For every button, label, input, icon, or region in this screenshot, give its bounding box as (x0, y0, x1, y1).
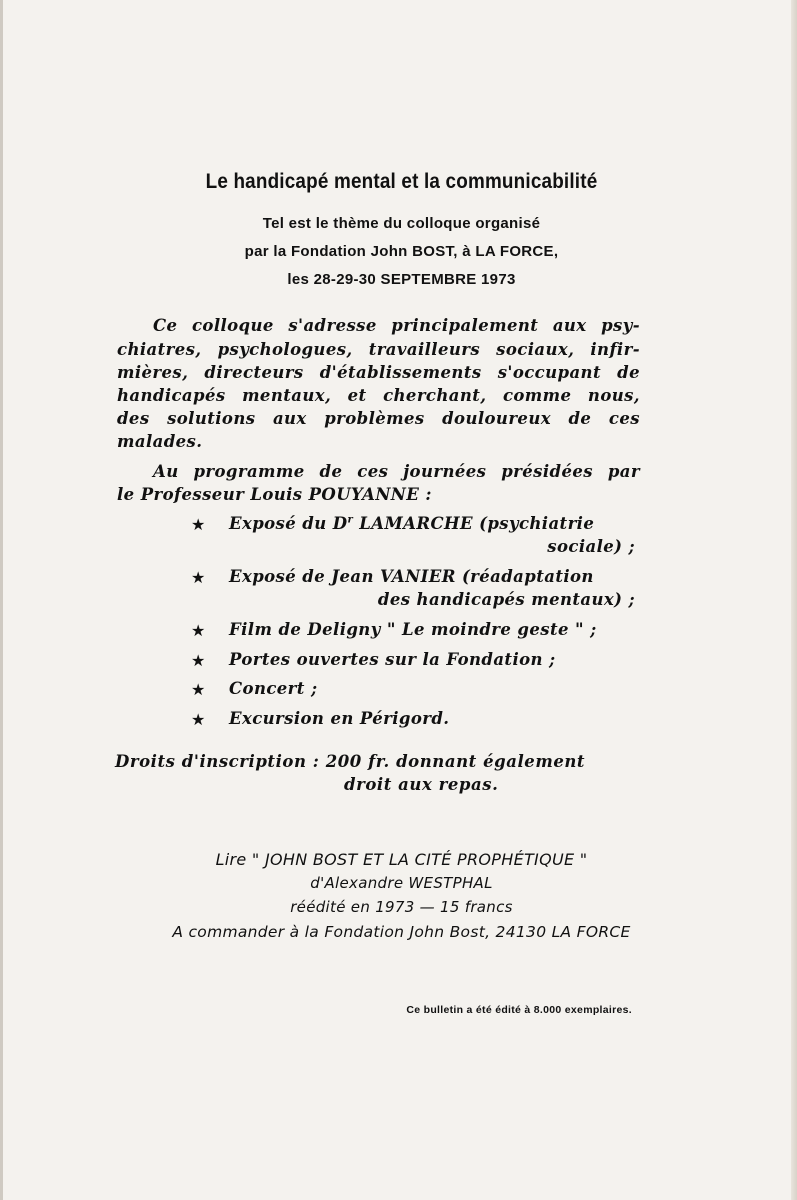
word: Au (153, 462, 179, 481)
program-item-3: Film de Deligny " Le moindre geste " ; (229, 620, 597, 639)
word: chiatres, (117, 340, 202, 359)
word: handicapés (117, 386, 226, 405)
subtitle-line-1: Tel est le thème du colloque organisé (262, 215, 541, 232)
book-line-2: d'Alexandre WESTPHAL (310, 874, 493, 892)
program-item-1 (229, 514, 594, 533)
item-text: LAMARCHE (psychiatrie (353, 514, 595, 533)
word: Ce (153, 316, 178, 335)
intro-line-2 (117, 340, 640, 359)
word: problèmes (324, 409, 425, 428)
word: directeurs (204, 363, 304, 382)
word: de (617, 363, 640, 382)
star-bullet-icon: ★ (191, 710, 206, 729)
star-bullet-icon: ★ (191, 621, 206, 640)
word: de (319, 462, 343, 481)
fees-line-2: droit aux repas. (344, 775, 499, 794)
program-item-6: Excursion en Périgord. (229, 709, 450, 728)
word: nous, (587, 386, 640, 405)
word: colloque (191, 316, 274, 335)
star-bullet-icon: ★ (191, 568, 206, 587)
star-bullet-icon: ★ (191, 680, 206, 699)
word: travailleurs (368, 340, 481, 359)
word: aux (552, 316, 587, 335)
word: psy- (601, 316, 640, 335)
subtitle-line-3: les 28-29-30 SEPTEMBRE 1973 (287, 271, 516, 288)
subtitle-line-2: par la Fondation John BOST, à LA FORCE, (244, 243, 559, 260)
item-superscript: r (347, 514, 354, 526)
word: journées (403, 462, 487, 481)
word: par (607, 462, 640, 481)
intro-line-1 (153, 316, 640, 335)
word: principalement (391, 316, 539, 335)
book-line-4: A commander à la Fondation John Bost, 24130 LA FORCE (172, 923, 631, 941)
word: aux (272, 409, 307, 428)
star-bullet-icon: ★ (191, 651, 206, 670)
program-item-4: Portes ouvertes sur la Fondation ; (229, 650, 556, 669)
book-line-1: Lire " JOHN BOST ET LA CITÉ PROPHÉTIQUE " (215, 850, 588, 869)
word: s'occupant (497, 363, 601, 382)
program-item-1-cont: sociale) ; (547, 537, 635, 556)
word: infir- (590, 340, 640, 359)
star-bullet-icon: ★ (191, 515, 206, 534)
intro-line-5 (117, 409, 640, 428)
word: cherchant, (383, 386, 487, 405)
word: solutions (167, 409, 256, 428)
word: mentaux, (242, 386, 332, 405)
program-line-1 (153, 462, 640, 481)
program-line-2: le Professeur Louis POUYANNE : (117, 485, 432, 504)
word: sociaux, (496, 340, 575, 359)
fees-line-1: Droits d'inscription : 200 fr. donnant également (115, 752, 586, 771)
word: ces (357, 462, 389, 481)
word: psychologues, (217, 340, 353, 359)
program-item-2: Exposé de Jean VANIER (réadaptation (229, 567, 594, 586)
book-line-3: réédité en 1973 — 15 francs (290, 898, 513, 916)
word: de (568, 409, 592, 428)
intro-line-4 (117, 386, 640, 405)
word: et (347, 386, 367, 405)
word: présidées (501, 462, 593, 481)
intro-line-3 (117, 363, 640, 382)
word: douloureux (442, 409, 551, 428)
word: des (117, 409, 150, 428)
print-run-note: Ce bulletin a été édité à 8.000 exemplaires. (406, 1004, 632, 1016)
intro-line-6: malades. (117, 432, 203, 451)
word: d'établissements (319, 363, 482, 382)
program-item-2-cont: des handicapés mentaux) ; (377, 590, 635, 609)
program-item-5: Concert ; (229, 679, 318, 698)
word: programme (193, 462, 305, 481)
word: mières, (117, 363, 189, 382)
word: s'adresse (288, 316, 377, 335)
item-text: Exposé du D (229, 514, 348, 533)
word: comme (502, 386, 572, 405)
page-title: Le handicapé mental et la communicabilité (205, 170, 598, 193)
word: ces (608, 409, 640, 428)
